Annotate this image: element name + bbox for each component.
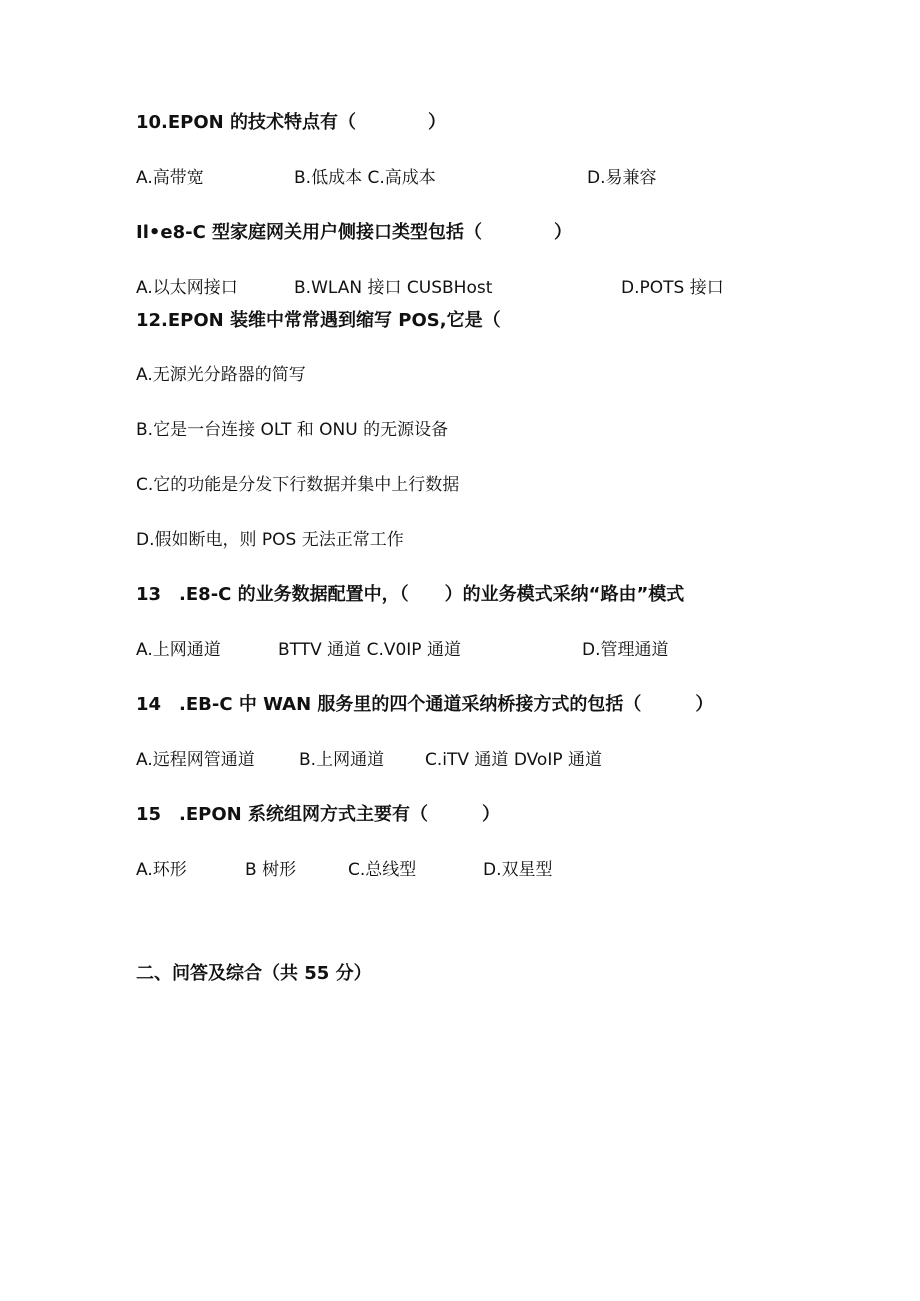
question-11-stem: Il•e8-C 型家庭网关用户侧接口类型包括（ ） bbox=[136, 222, 573, 243]
question-10-stem: 10.EPON 的技术特点有（ ） bbox=[136, 112, 447, 133]
question-14-option-a: A.远程网管通道 bbox=[136, 750, 255, 770]
question-13-option-a: A.上网通道 bbox=[136, 640, 221, 660]
question-15-option-c: C.总线型 bbox=[348, 860, 417, 880]
question-15-stem: 15 .EPON 系统组网方式主要有（ ） bbox=[136, 804, 501, 825]
question-12-option-d: D.假如断电，则 POS 无法正常工作 bbox=[136, 530, 404, 550]
question-15-option-a: A.环形 bbox=[136, 860, 187, 880]
question-15-option-d: D.双星型 bbox=[483, 860, 553, 880]
question-10-options bbox=[0, 170, 920, 190]
question-15-option-b: B 树形 bbox=[245, 860, 297, 880]
question-12-option-b: B.它是一台连接 OLT 和 ONU 的无源设备 bbox=[136, 420, 449, 440]
question-10-option-a: A.高带宽 bbox=[136, 168, 204, 188]
question-10-option-d: D.易兼容 bbox=[587, 168, 657, 188]
question-15-options bbox=[0, 862, 920, 882]
question-12-option-a: A.无源光分路器的简写 bbox=[136, 365, 306, 385]
section-heading: 二、问答及综合（共 55 分） bbox=[136, 963, 372, 984]
question-11-option-bc: B.WLAN 接口 CUSBHost bbox=[294, 278, 493, 298]
question-13-stem: 13 .E8-C 的业务数据配置中，（ ）的业务模式采纳“路由”模式 bbox=[136, 584, 685, 605]
question-13-options bbox=[0, 642, 920, 662]
question-14-option-cd: C.iTV 通道 DVoIP 通道 bbox=[425, 750, 602, 770]
question-11-options bbox=[0, 280, 920, 300]
question-14-stem: 14 .EB-C 中 WAN 服务里的四个通道采纳桥接方式的包括（ ） bbox=[136, 694, 714, 715]
question-14-options bbox=[0, 752, 920, 772]
question-12-stem: 12.EPON 装维中常常遇到缩写 POS,它是（ bbox=[136, 310, 501, 331]
question-12-option-c: C.它的功能是分发下行数据并集中上行数据 bbox=[136, 475, 460, 495]
question-11-option-d: D.POTS 接口 bbox=[621, 278, 724, 298]
question-10-option-bc: B.低成本 C.高成本 bbox=[294, 168, 436, 188]
question-13-option-bc: BTTV 通道 C.V0IP 通道 bbox=[278, 640, 461, 660]
question-14-option-b: B.上网通道 bbox=[299, 750, 385, 770]
question-13-option-d: D.管理通道 bbox=[582, 640, 669, 660]
question-11-option-a: A.以太网接口 bbox=[136, 278, 238, 298]
